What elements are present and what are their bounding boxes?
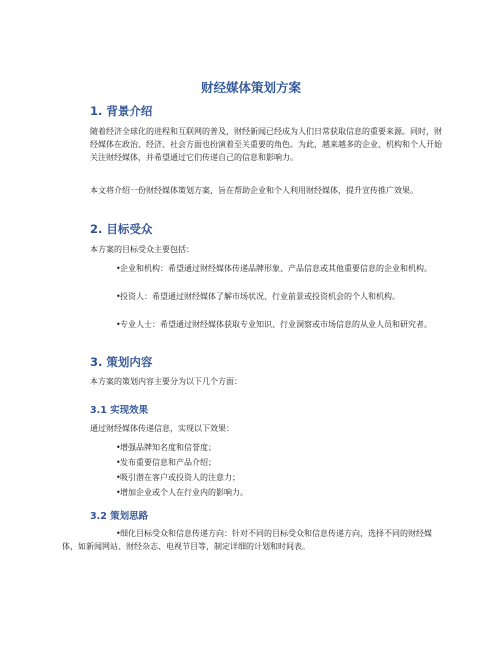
bullet-icon: • xyxy=(116,320,121,329)
document-title: 财经媒体策划方案 xyxy=(200,80,301,95)
paragraph-background-2: 本文将介绍一份财经媒体策划方案，旨在帮助企业和个人利用财经媒体，提升宣传推广效果。 xyxy=(90,186,418,195)
bullet-icon: • xyxy=(116,529,121,538)
list-item: • 吸引潜在客户或投资人的注意力； xyxy=(116,473,240,482)
list-item: • 投资人：希望通过财经媒体了解市场状况、行业前景或投资机会的个人和机构。 xyxy=(116,292,400,301)
list-item: • 增加企业或个人在行业内的影响力。 xyxy=(116,488,248,497)
paragraph-background-1: 随着经济全球化的进程和互联网的普及，财经新闻已经成为人们日常获取信息的重要来源。同时，财经媒体在政治、经济、社会方面也扮演着至关重要的角色。为此，越来越多的企业、机构和个人开始关注财经媒体，并希望通过它们传递自己的信息和影响力。 xyxy=(90,127,442,162)
bullet-icon: • xyxy=(116,488,121,497)
paragraph-plan-intro: 本方案的策划内容主要分为以下几个方面： xyxy=(90,377,242,386)
bullet-icon: • xyxy=(116,264,121,273)
bullet-icon: • xyxy=(116,473,121,482)
subsection-heading-approach: 3.2 策划思路 xyxy=(90,511,149,522)
list-item: • 增强品牌知名度和信誉度； xyxy=(116,443,216,452)
subsection-heading-effects: 3.1 实现效果 xyxy=(90,405,149,416)
section-heading-plan-content: 3. 策划内容 xyxy=(90,355,153,369)
paragraph-audience-intro: 本方案的目标受众主要包括： xyxy=(90,245,194,254)
bullet-icon: • xyxy=(116,458,121,467)
list-item: • 细化目标受众和信息传递方向：针对不同的目标受众和信息传递方向，选择不同的财经媒体，如新闻网站、财经杂志、电视节目等，制定详细的计划和时间表。 xyxy=(62,529,432,551)
list-item: • 企业和机构：希望通过财经媒体传递品牌形象、产品信息或其他重要信息的企业和机构。 xyxy=(116,264,432,273)
bullet-icon: • xyxy=(116,292,121,301)
paragraph-effects-intro: 通过财经媒体传递信息，实现以下效果： xyxy=(90,424,234,433)
list-item: • 发布重要信息和产品介绍； xyxy=(116,458,216,467)
list-item: • 专业人士：希望通过财经媒体获取专业知识、行业洞察或市场信息的从业人员和研究者。 xyxy=(116,320,432,329)
bullet-icon: • xyxy=(116,443,121,452)
section-heading-audience: 2. 目标受众 xyxy=(90,222,153,236)
section-heading-background: 1. 背景介绍 xyxy=(90,104,153,118)
